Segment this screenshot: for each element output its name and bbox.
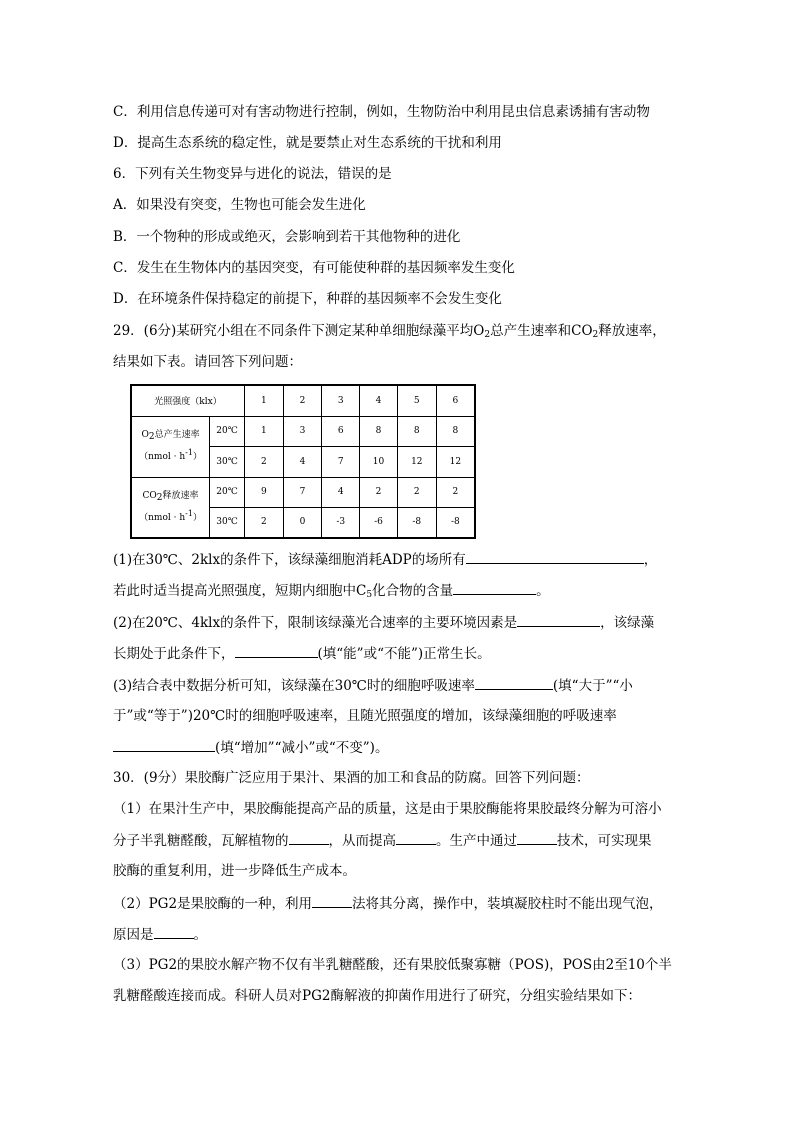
table-cell: -8 (397, 507, 436, 538)
question-30-part-3-cont: 乳糖醛酸连接而成。科研人员对PG2酶解液的抑菌作用进行了研究，分组实验结果如下： (113, 988, 641, 1004)
table-header-cell: 5 (397, 385, 436, 416)
question-30-intro: 30．(9分）果胶酶广泛应用于果汁、果酒的加工和食品的防腐。回答下列问题： (113, 770, 590, 786)
answer-blank[interactable] (113, 737, 215, 752)
table-cell: 7 (322, 446, 360, 477)
temp-label: 20℃ (210, 416, 245, 446)
table-header-cell: 6 (436, 385, 475, 416)
table-header-cell: 2 (283, 385, 322, 416)
table-cell: 4 (283, 446, 322, 477)
question-30-part-2: （2）PG2是果胶酶的一种，利用 法将其分离，操作中，装填凝胶柱时不能出现气泡， (113, 893, 663, 914)
question-30-part-3: （3）PG2的果胶水解产物不仅有半乳糖醛酸，还有果胶低聚寡糖（POS)，POS由2至10个半 (113, 957, 672, 973)
table-cell: 8 (360, 416, 398, 446)
table-cell: 2 (397, 477, 436, 507)
question-6: 6．下列有关生物变异与进化的说法，错误的是 (113, 166, 392, 182)
o2-row-label: $O_2$总产生速率 （nmol · $h^{-1}$） (131, 416, 210, 477)
answer-blank[interactable] (235, 643, 318, 658)
table-cell: 2 (244, 507, 283, 538)
question-30-part-1-cont: 分子半乳糖醛酸，瓦解植物的 ，从而提高 。生产中通过 技术，可实现果 (113, 830, 652, 851)
table-cell: 6 (322, 416, 360, 446)
option-5c: C．利用信息传递可对有害动物进行控制，例如，生物防治中利用昆虫信息素诱捕有害动物 (113, 104, 650, 120)
table-cell: 10 (360, 446, 398, 477)
data-table (130, 384, 476, 539)
answer-blank[interactable] (517, 612, 600, 627)
question-29-part-3: (3)结合表中数据分析可知，该绿藻在30℃时的细胞呼吸速率 (填“大于”“小 (113, 675, 633, 696)
temp-label: 30℃ (210, 446, 245, 477)
table-cell: 12 (397, 446, 436, 477)
question-29-part-2: (2)在20℃、4klx的条件下，限制该绿藻光合速率的主要环境因素是 ，该绿藻 (113, 612, 654, 633)
table-header-cell: 4 (360, 385, 398, 416)
table-cell: 0 (283, 507, 322, 538)
table-cell: 8 (436, 416, 475, 446)
question-30-part-2-cont: 原因是 。 (113, 924, 207, 945)
temp-label: 30℃ (210, 507, 245, 538)
table-cell: 2 (244, 446, 283, 477)
question-30-part-1-end: 胶酶的重复利用，进一步降低生产成本。 (113, 863, 356, 879)
question-29-intro-2: 结果如下表。请回答下列问题： (113, 354, 302, 370)
table-header-row (131, 385, 475, 416)
table-cell: -6 (360, 507, 398, 538)
table-cell: -3 (322, 507, 360, 538)
question-29-intro: 29．(6分)某研究小组在不同条件下测定某种单细胞绿藻平均$O_2$总产生速率和$CO_2$释放速率， (113, 323, 666, 340)
co2-row-label: $CO_2$释放速率 （nmol · $h^{-1}$） (131, 477, 210, 538)
question-29-part-3-cont: 于”或“等于”)20℃时的细胞呼吸速率，且随光照强度的增加，该绿藻细胞的呼吸速率 (113, 708, 617, 724)
answer-blank[interactable] (396, 830, 436, 845)
table-cell: 7 (283, 477, 322, 507)
table-cell: 3 (283, 416, 322, 446)
table-header-cell: 3 (322, 385, 360, 416)
question-29-part-1: (1)在30℃、2klx的条件下，该绿藻细胞消耗ADP的场所有 ， (113, 549, 657, 570)
answer-blank[interactable] (154, 924, 194, 939)
table-cell: 2 (360, 477, 398, 507)
temp-label: 20℃ (210, 477, 245, 507)
option-6d: D．在环境条件保持稳定的前提下，种群的基因频率不会发生变化 (113, 291, 502, 307)
table-cell: 1 (244, 416, 283, 446)
question-29-part-3-end: (填“增加”“减小”或“不变”)。 (113, 737, 388, 758)
table-cell: 9 (244, 477, 283, 507)
table-header-label: 光照强度（klx） (131, 385, 244, 416)
option-6a: A．如果没有突变，生物也可能会发生进化 (113, 197, 366, 213)
answer-blank[interactable] (466, 549, 644, 564)
question-29-part-2-cont: 长期处于此条件下， (填“能”或“不能”)正常生长。 (113, 643, 491, 664)
answer-blank[interactable] (312, 893, 352, 908)
option-5d: D．提高生态系统的稳定性，就是要禁止对生态系统的干扰和利用 (113, 135, 502, 151)
table-cell: -8 (436, 507, 475, 538)
table-cell: 12 (436, 446, 475, 477)
option-6c: C．发生在生物体内的基因突变，有可能使种群的基因频率发生变化 (113, 260, 515, 276)
table-cell: 8 (397, 416, 436, 446)
answer-blank[interactable] (517, 830, 557, 845)
question-29-part-1-cont: 若此时适当提高光照强度，短期内细胞中$C_5$化合物的含量 。 (113, 580, 550, 605)
answer-blank[interactable] (289, 830, 329, 845)
table-cell: 2 (436, 477, 475, 507)
table-cell: 4 (322, 477, 360, 507)
option-6b: B．一个物种的形成或绝灭，会影响到若干其他物种的进化 (113, 229, 461, 245)
answer-blank[interactable] (475, 675, 553, 690)
question-30-part-1: （1）在果汁生产中，果胶酶能提高产品的质量，这是由于果胶酶能将果胶最终分解为可溶小 (113, 801, 662, 817)
table-header-cell: 1 (244, 385, 283, 416)
table-row (131, 477, 475, 507)
table-row (131, 416, 475, 446)
answer-blank[interactable] (453, 580, 536, 595)
